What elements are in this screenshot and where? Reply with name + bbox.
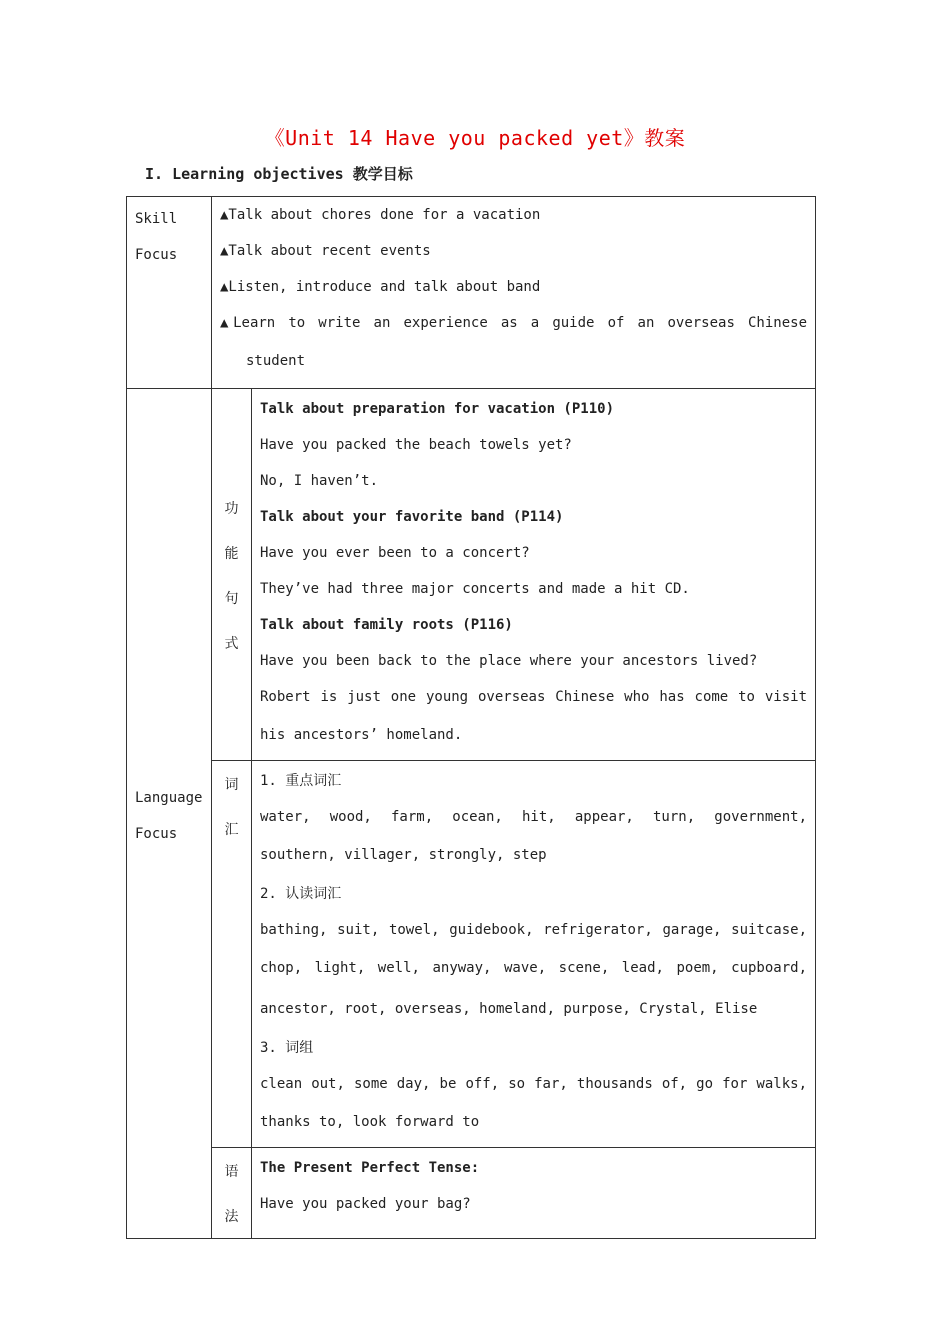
skill-focus-label-1: Skill	[135, 211, 178, 227]
skill-item: ▲Talk about chores done for a vacation	[220, 207, 541, 223]
vocabulary-line: bathing, suit, towel, guidebook, refrigerator, garage, suitcase,	[260, 922, 807, 938]
functional-label-char: 功	[224, 500, 239, 517]
vocabulary-row	[127, 761, 816, 1148]
functional-label-cell	[212, 389, 252, 761]
language-focus-label-cell	[127, 389, 212, 1239]
skill-item: ▲Learn to write an experience as a guide of an overseas Chinese	[220, 315, 807, 331]
skill-item: ▲Talk about recent events	[220, 243, 431, 259]
functional-heading: Talk about family roots (P116)	[260, 617, 513, 633]
grammar-label-char: 法	[224, 1209, 239, 1225]
language-focus-label-2: Focus	[135, 825, 178, 842]
vocabulary-label-char: 汇	[224, 822, 239, 838]
grammar-label-char: 语	[224, 1164, 239, 1180]
objectives-table	[126, 196, 816, 1239]
functional-line: No, I haven’t.	[260, 473, 379, 489]
grammar-content-cell	[252, 1148, 816, 1239]
vocabulary-heading: 1. 重点词汇	[260, 773, 342, 789]
functional-heading: Talk about your favorite band (P114)	[260, 509, 564, 525]
grammar-heading: The Present Perfect Tense:	[260, 1160, 480, 1176]
functional-line: Have you ever been to a concert?	[260, 545, 530, 561]
skill-focus-label-2: Focus	[135, 247, 178, 263]
vocabulary-line: ancestor, root, overseas, homeland, purpose, Crystal, Elise	[260, 1001, 758, 1017]
vocabulary-label-char: 词	[224, 777, 239, 793]
grammar-line: Have you packed your bag?	[260, 1196, 471, 1212]
skill-item: ▲Listen, introduce and talk about band	[220, 279, 541, 295]
vocabulary-line: clean out, some day, be off, so far, thousands of, go for walks,	[260, 1076, 807, 1092]
functional-label-char: 式	[224, 635, 239, 652]
functional-heading: Talk about preparation for vacation (P110)	[260, 401, 615, 417]
functional-line: Have you packed the beach towels yet?	[260, 437, 572, 453]
section-heading: I. Learning objectives 教学目标	[145, 165, 413, 183]
document-title: 《Unit 14 Have you packed yet》教案	[264, 126, 686, 150]
skill-focus-row	[127, 197, 816, 389]
functional-line: Have you been back to the place where your ancestors lived?	[260, 653, 758, 669]
skill-focus-label-cell	[127, 197, 212, 389]
grammar-label-cell	[212, 1148, 252, 1239]
vocabulary-label-cell	[212, 761, 252, 1148]
functional-line: his ancestors’ homeland.	[260, 727, 463, 743]
functional-label-char: 能	[224, 545, 239, 562]
skill-item: student	[246, 353, 306, 369]
grammar-row	[127, 1148, 816, 1239]
vocabulary-heading: 2. 认读词汇	[260, 886, 342, 902]
vocabulary-content-cell	[252, 761, 816, 1148]
functional-row	[127, 389, 816, 761]
functional-line: They’ve had three major concerts and made a hit CD.	[260, 581, 690, 597]
vocabulary-line: chop, light, well, anyway, wave, scene, lead, poem, cupboard,	[260, 960, 807, 976]
language-focus-label-1: Language	[135, 789, 203, 806]
vocabulary-line: southern, villager, strongly, step	[260, 847, 547, 863]
functional-line: Robert is just one young overseas Chinese who has come to visit	[260, 689, 807, 705]
skill-focus-content-cell	[212, 197, 816, 389]
vocabulary-line: water, wood, farm, ocean, hit, appear, turn, government,	[260, 809, 807, 825]
functional-label-char: 句	[224, 590, 239, 607]
functional-content-cell	[252, 389, 816, 761]
vocabulary-line: thanks to, look forward to	[260, 1114, 480, 1130]
vocabulary-heading: 3. 词组	[260, 1040, 314, 1056]
